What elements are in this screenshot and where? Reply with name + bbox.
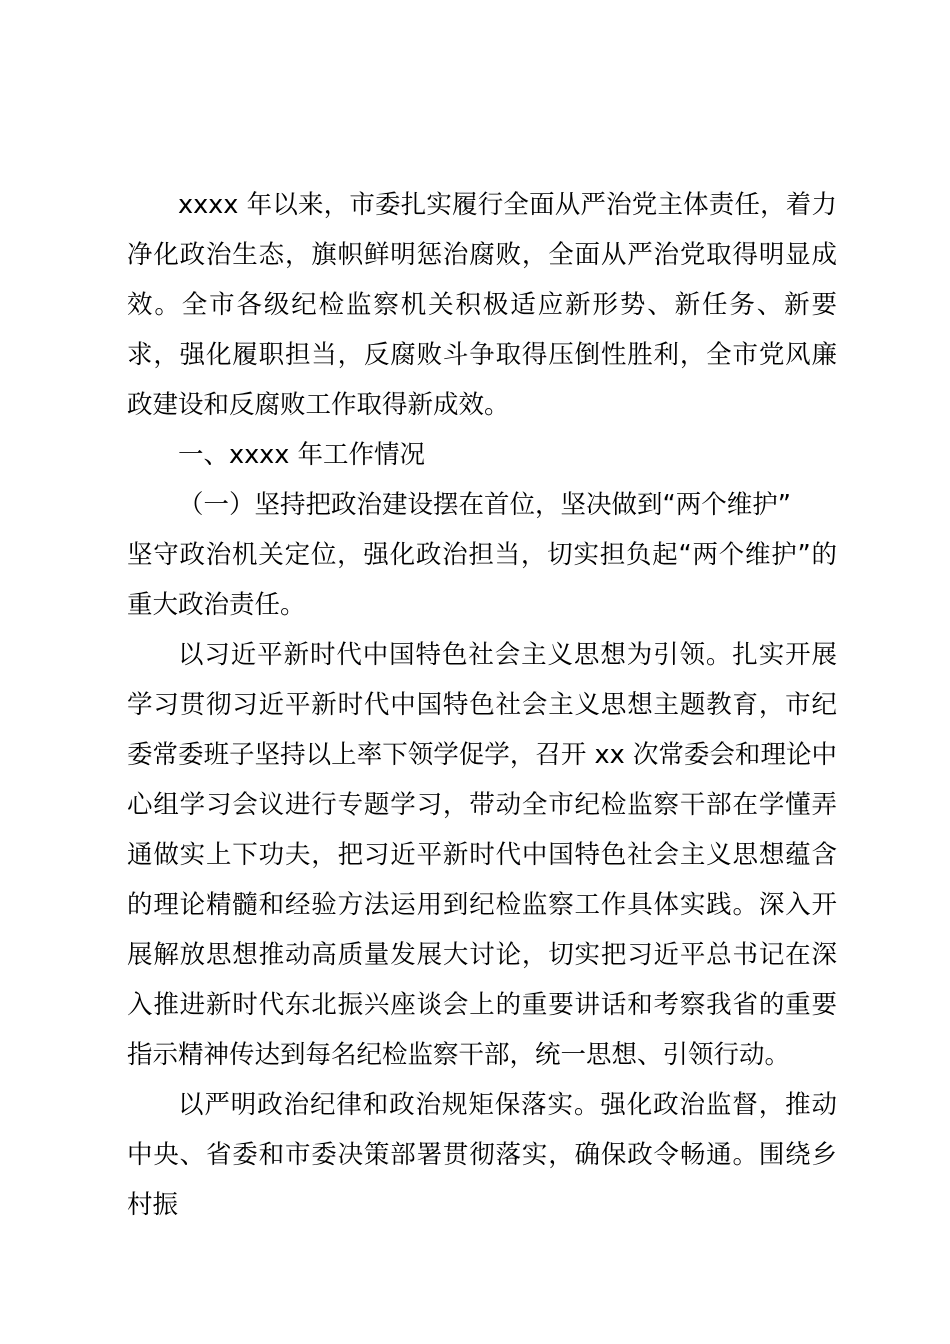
intro-paragraph: xxxx 年以来，市委扎实履行全面从严治党主体责任，着力净化政治生态，旗帜鲜明惩治腐败，全面从严治党取得明显成效。全市各级纪检监察机关积极适应新形势、新任务、新要求，强化履职担当，反腐败斗争取得压倒性胜利，全市党风廉政建设和反腐败工作取得新成效。 [127,190,837,420]
subsection-summary-paragraph: 坚守政治机关定位，强化政治担当，切实担负起“两个维护”的重大政治责任。 [127,540,837,620]
document-body [127,180,837,1230]
section-heading: 一、xxxx 年工作情况 [178,440,425,470]
body-paragraph: 以严明政治纪律和政治规矩保落实。强化政治监督，推动中央、省委和市委决策部署贯彻落实，确保政令畅通。围绕乡村振 [127,1090,837,1220]
body-paragraph: 以习近平新时代中国特色社会主义思想为引领。扎实开展学习贯彻习近平新时代中国特色社会主义思想主题教育，市纪委常委班子坚持以上率下领学促学，召开 xx 次常委会和理论中心组学习会议进行专题学习，带动全市纪检监察干部在学懂弄通做实上下功夫，把习近平新时代中国特色社会主义思想蕴含的理论精髓和经验方法运用到纪检监察工作具体实践。深入开展解放思想推动高质量发展大讨论，切实把习近平总书记在深入推进新时代东北振兴座谈会上的重要讲话和考察我省的重要指示精神传达到每名纪检监察干部，统一思想、引领行动。 [127,640,837,1070]
subsection-heading: （一）坚持把政治建设摆在首位，坚决做到“两个维护” [178,490,791,520]
